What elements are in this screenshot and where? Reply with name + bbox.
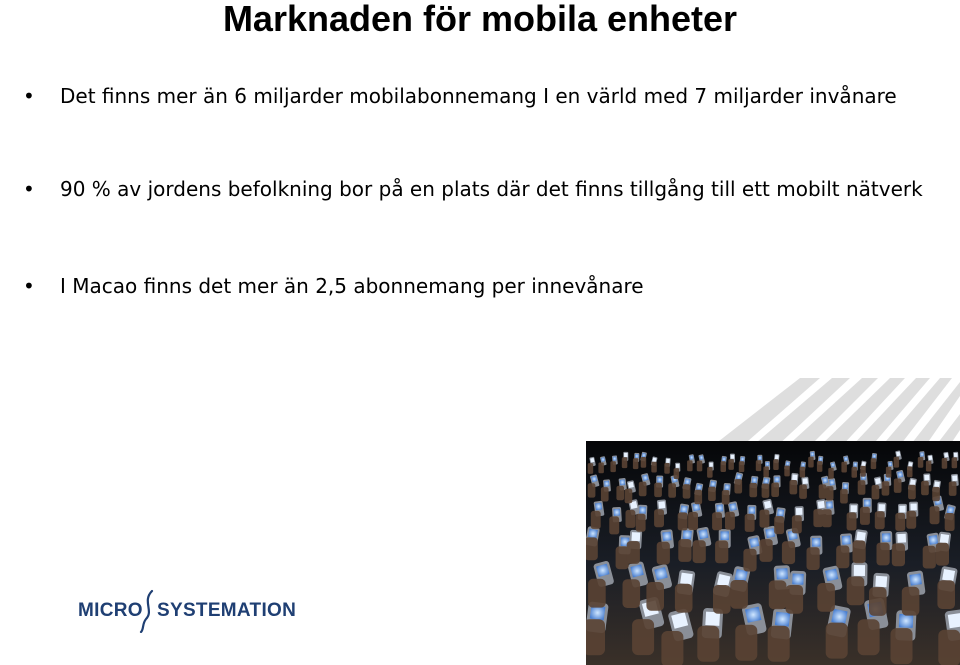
bullet-text: 90 % av jordens befolkning bor på en plats där det finns tillgång till ett mobilt nätverk <box>60 177 923 201</box>
bullet-icon: • <box>23 177 35 201</box>
crowd-phones-photo <box>586 441 960 665</box>
slide-title: Marknaden för mobila enheter <box>222 0 738 39</box>
company-logo <box>74 589 297 633</box>
logo-swoosh-icon <box>138 589 158 633</box>
bullet-item <box>23 270 933 302</box>
logo-word-right: SYSTEMATION <box>157 600 297 621</box>
bullet-icon: • <box>23 274 35 298</box>
bullet-icon: • <box>23 84 35 108</box>
logo-word-left: MICRO <box>78 600 143 621</box>
bullet-item <box>23 173 933 205</box>
bullet-text: I Macao finns det mer än 2,5 abonnemang per innevånare <box>60 274 644 298</box>
bullet-text: Det finns mer än 6 miljarder mobilabonnemang I en värld med 7 miljarder invånare <box>60 84 897 108</box>
decorative-stripes <box>700 378 960 448</box>
bullet-item <box>23 80 933 112</box>
